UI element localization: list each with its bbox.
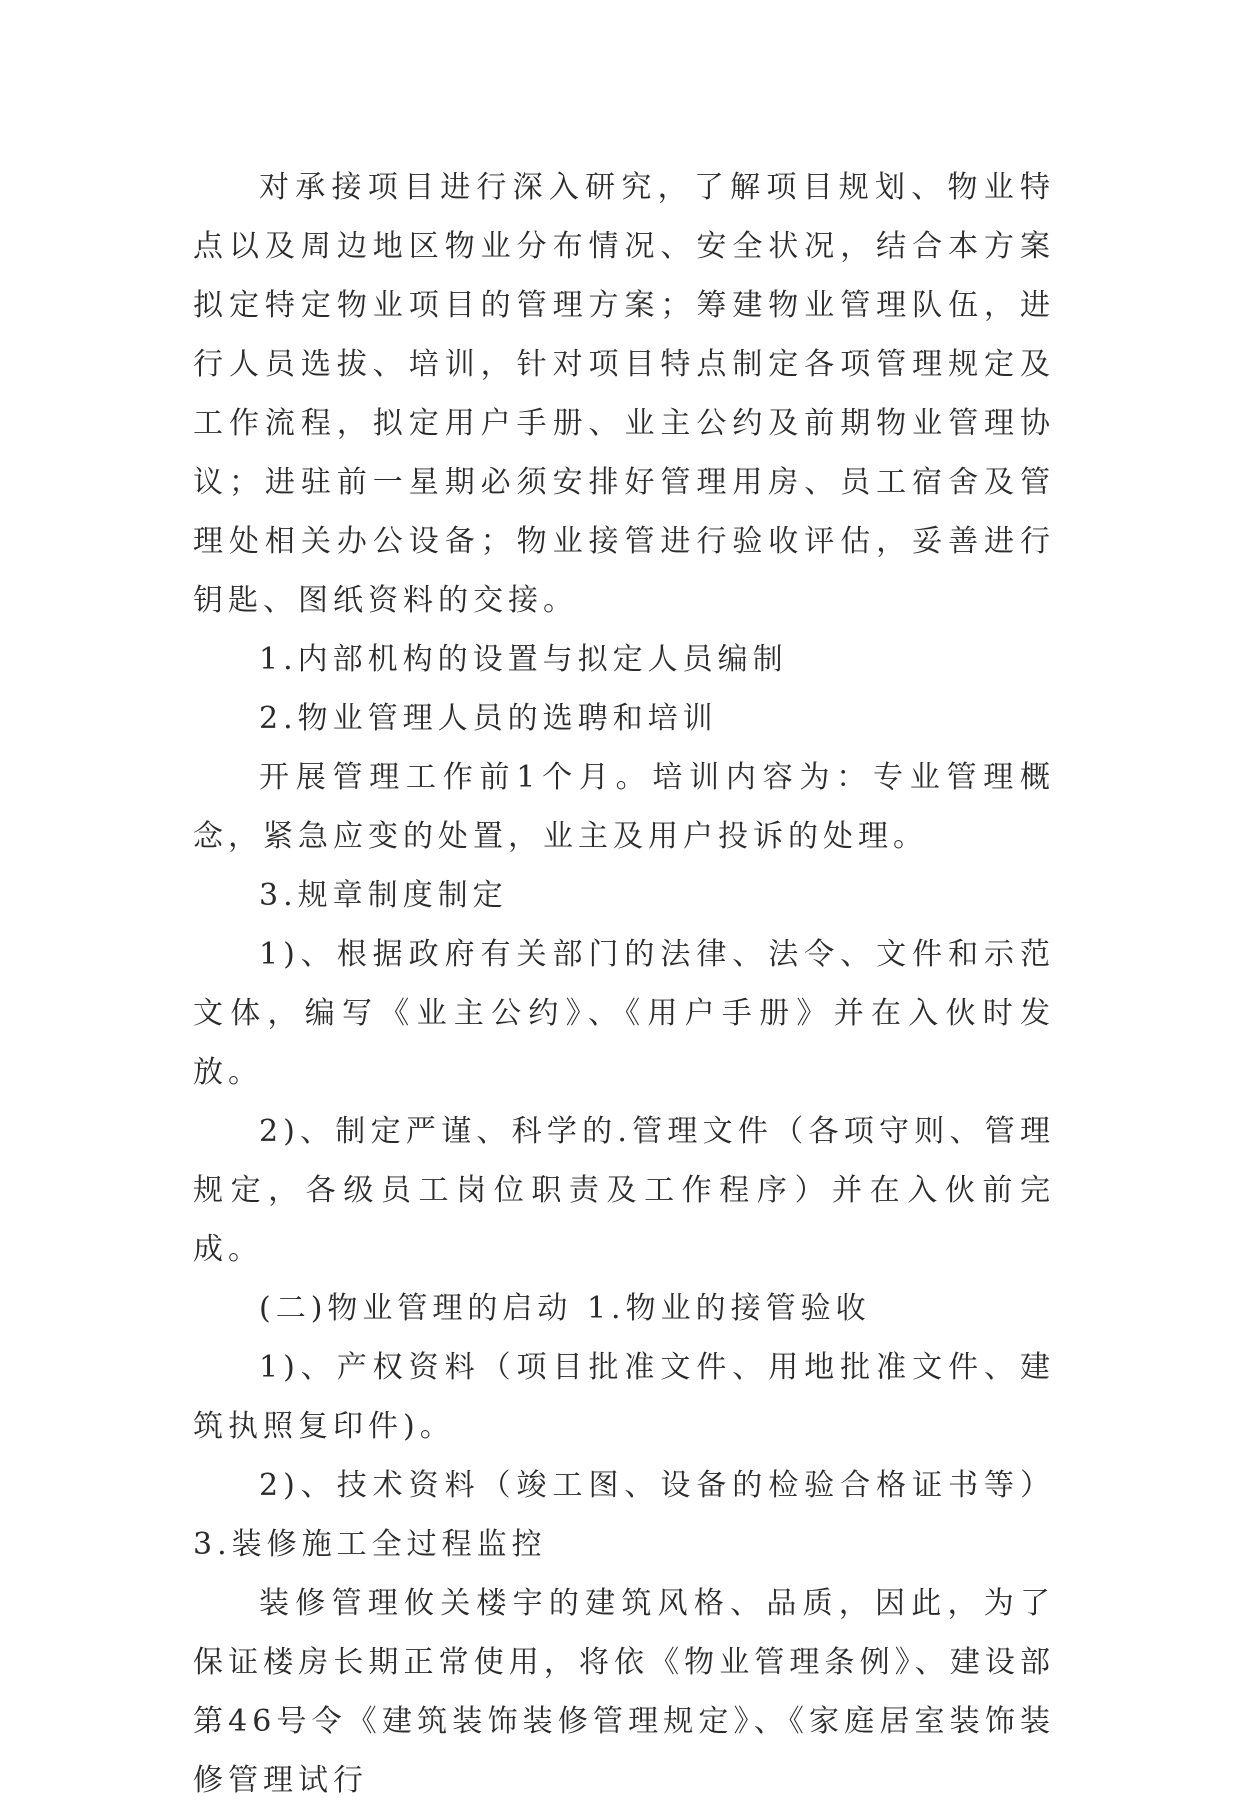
document-body xyxy=(193,158,1055,1810)
paragraph-rule-1: 1)、根据政府有关部门的法律、法令、文件和示范文体，编写《业主公约》、《用户手册》并在入伙时发放。 xyxy=(193,937,1055,1090)
paragraph-renovation: 装修管理攸关楼宇的建筑风格、品质，因此，为了保证楼房长期正常使用，将依《物业管理条例》、建设部第46号令《建筑装饰装修管理规定》、《家庭居室装饰装修管理试行 xyxy=(193,1586,1055,1798)
paragraph-section-2-heading: (二)物业管理的启动 1.物业的接管验收 xyxy=(259,1291,871,1326)
paragraph-item-2-heading: 2.物业管理人员的选聘和培训 xyxy=(259,701,718,736)
paragraph-training: 开展管理工作前1个月。培训内容为：专业管理概念，紧急应变的处置，业主及用户投诉的处理。 xyxy=(193,760,1055,854)
paragraph-rule-2: 2)、制定严谨、科学的.管理文件（各项守则、管理规定，各级员工岗位职责及工作程序）并在入伙前完成。 xyxy=(193,1114,1055,1267)
paragraph-property-docs: 1)、产权资料（项目批准文件、用地批准文件、建筑执照复印件)。 xyxy=(193,1350,1055,1444)
paragraph-technical-docs: 2)、技术资料（竣工图、设备的检验合格证书等） 3.装修施工全过程监控 xyxy=(193,1468,1055,1562)
paragraph-item-1-heading: 1.内部机构的设置与拟定人员编制 xyxy=(259,642,788,677)
paragraph-intro: 对承接项目进行深入研究，了解项目规划、物业特点以及周边地区物业分布情况、安全状况，结合本方案拟定特定物业项目的管理方案；筹建物业管理队伍，进行人员选拔、培训，针对项目特点制定各项管理规定及工作流程，拟定用户手册、业主公约及前期物业管理协议；进驻前一星期必须安排好管理用房、员工宿舍及管理处相关办公设备；物业接管进行验收评估，妥善进行钥匙、图纸资料的交接。 xyxy=(193,170,1055,618)
paragraph-item-3-heading: 3.规章制度制定 xyxy=(259,878,508,913)
